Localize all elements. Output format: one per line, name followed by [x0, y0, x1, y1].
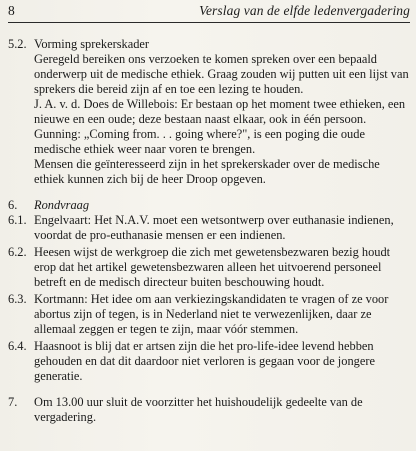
section-number: 6.1. [8, 213, 27, 227]
section-6-1 [8, 213, 410, 243]
body-text [8, 37, 410, 425]
paragraph: Engelvaart: Het N.A.V. moet een wetsontwerp over euthanasie indienen, voordat de pro-euthanasie mensen er een indienen. [34, 213, 394, 242]
section-number: 6.2. [8, 245, 27, 259]
paragraph: Geregeld bereiken ons verzoeken te komen spreken over een bepaald onderwerp uit de medische ethiek. Graag zouden wij putten uit een lijst van sprekers die bereid zijn af en toe een lezing te houden. [34, 52, 409, 96]
paragraph: Gunning: „Coming from. . . going where?", is een poging die oude medische ethiek weer naar voren te brengen. [34, 127, 365, 156]
section-7 [8, 395, 410, 425]
section-number: 6.3. [8, 292, 27, 306]
section-number: 7. [8, 395, 18, 409]
section-heading: Vorming sprekerskader [34, 37, 150, 51]
section-number: 5.2. [8, 37, 27, 51]
header-rule [8, 22, 410, 23]
page-header [8, 3, 410, 19]
section-6-4 [8, 339, 410, 384]
section-6-2 [8, 245, 410, 290]
section-number: 6. [8, 198, 18, 212]
section-6 [8, 198, 410, 213]
paragraph: J. A. v. d. Does de Willebois: Er bestaan op het moment twee ethieken, een nieuwe en een oude; deze bestaan naast elkaar, ook in één persoon. [34, 97, 406, 126]
paragraph: Om 13.00 uur sluit de voorzitter het huishoudelijk gedeelte van de vergadering. [34, 395, 363, 424]
section-5-2 [8, 37, 410, 187]
paragraph: Mensen die geïnteresseerd zijn in het sprekerskader over de medische ethiek kunnen zich bij de heer Droop opgeven. [34, 157, 380, 186]
paragraph: Heesen wijst de werkgroep die zich met gewetensbezwaren bezig houdt erop dat het artikel gewetensbezwaren alleen het uitvoerend personeel betreft en de medisch directeur buiten beschouwing houdt. [34, 245, 391, 289]
section-heading: Rondvraag [34, 198, 90, 212]
paragraph: Kortmann: Het idee om aan verkiezingskandidaten te vragen of ze voor abortus zijn of tegen, is in Nederland niet te verwezenlijken, daar ze allemaal zeggen er tegen te zijn, maar vóór stemmen. [34, 292, 389, 336]
page-number: 8 [8, 3, 15, 18]
running-title: Verslag van de elfde ledenvergadering [199, 3, 410, 18]
section-6-3 [8, 292, 410, 337]
paragraph: Haasnoot is blij dat er artsen zijn die het pro-life-idee levend hebben gehouden en dat dit daardoor niet verloren is gegaan voor de jongere generatie. [34, 339, 375, 383]
section-number: 6.4. [8, 339, 27, 353]
